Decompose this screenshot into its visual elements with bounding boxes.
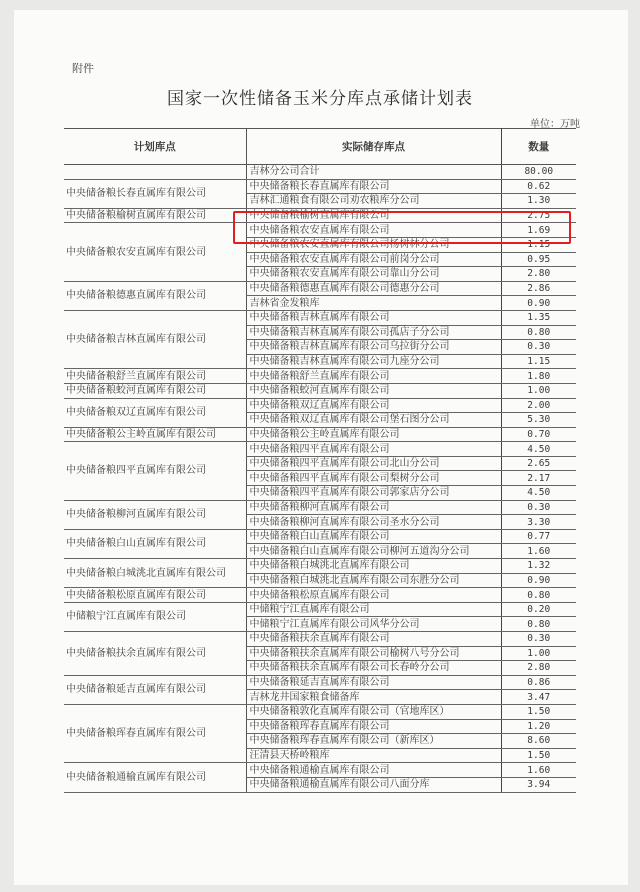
planned-site-cell: 中央储备粮舒兰直属库有限公司 <box>64 369 246 384</box>
actual-site-cell: 中央储备粮通榆直属库有限公司 <box>246 763 501 778</box>
quantity-cell: 1.15 <box>501 354 576 369</box>
total-label: 吉林分公司合计 <box>246 165 501 180</box>
actual-site-cell: 中央储备粮德惠直属库有限公司德惠分公司 <box>246 281 501 296</box>
quantity-cell: 1.50 <box>501 704 576 719</box>
actual-site-cell: 中央储备粮吉林直属库有限公司九座分公司 <box>246 354 501 369</box>
actual-site-cell: 中央储备粮农安直属库有限公司前岗分公司 <box>246 252 501 267</box>
table-row <box>64 369 576 384</box>
quantity-cell: 2.75 <box>501 208 576 223</box>
table-row <box>64 588 576 603</box>
actual-site-cell: 中央储备粮珲春直属库有限公司 <box>246 719 501 734</box>
planned-site-cell: 中储粮宁江直属库有限公司 <box>64 602 246 631</box>
planned-site-cell: 中央储备粮农安直属库有限公司 <box>64 223 246 281</box>
quantity-cell: 0.90 <box>501 296 576 311</box>
quantity-cell: 0.95 <box>501 252 576 267</box>
table-row <box>64 427 576 442</box>
quantity-cell: 2.80 <box>501 267 576 282</box>
actual-site-cell: 中央储备粮吉林直属库有限公司乌拉街分公司 <box>246 340 501 355</box>
quantity-cell: 1.60 <box>501 763 576 778</box>
quantity-cell: 3.47 <box>501 690 576 705</box>
actual-site-cell: 中央储备粮白山直属库有限公司柳河五道沟分公司 <box>246 544 501 559</box>
table-row <box>64 675 576 690</box>
table-row <box>64 208 576 223</box>
total-row <box>64 165 576 180</box>
header-planned: 计划库点 <box>64 129 246 165</box>
table-row <box>64 442 576 457</box>
planned-site-cell: 中央储备粮通榆直属库有限公司 <box>64 763 246 792</box>
quantity-cell: 1.69 <box>501 223 576 238</box>
actual-site-cell: 中央储备粮长春直属库有限公司 <box>246 179 501 194</box>
planned-site-cell: 中央储备粮珲春直属库有限公司 <box>64 704 246 762</box>
actual-site-cell: 中央储备粮白城洮北直属库有限公司 <box>246 559 501 574</box>
quantity-cell: 0.30 <box>501 632 576 647</box>
quantity-cell: 2.80 <box>501 661 576 676</box>
quantity-cell: 1.35 <box>501 310 576 325</box>
actual-site-cell: 中央储备粮四平直属库有限公司 <box>246 442 501 457</box>
quantity-cell: 2.17 <box>501 471 576 486</box>
quantity-cell: 3.30 <box>501 515 576 530</box>
quantity-cell: 2.65 <box>501 456 576 471</box>
quantity-cell: 4.50 <box>501 442 576 457</box>
actual-site-cell: 中央储备粮延吉直属库有限公司 <box>246 675 501 690</box>
actual-site-cell: 中央储备粮扶余直属库有限公司榆树八号分公司 <box>246 646 501 661</box>
actual-site-cell: 中央储备粮珲春直属库有限公司（新库区） <box>246 734 501 749</box>
actual-site-cell: 中央储备粮农安直属库有限公司 <box>246 223 501 238</box>
table-row <box>64 529 576 544</box>
planned-site-cell: 中央储备粮延吉直属库有限公司 <box>64 675 246 704</box>
planned-site-cell: 中央储备粮柳河直属库有限公司 <box>64 500 246 529</box>
quantity-cell: 0.80 <box>501 588 576 603</box>
quantity-cell: 0.62 <box>501 179 576 194</box>
actual-site-cell: 中央储备粮蛟河直属库有限公司 <box>246 383 501 398</box>
planned-site-cell: 中央储备粮长春直属库有限公司 <box>64 179 246 208</box>
quantity-cell: 1.50 <box>501 748 576 763</box>
actual-site-cell: 中央储备粮扶余直属库有限公司长春岭分公司 <box>246 661 501 676</box>
planned-site-cell: 中央储备粮松原直属库有限公司 <box>64 588 246 603</box>
table-row <box>64 310 576 325</box>
planned-site-cell: 中央储备粮白城洮北直属库有限公司 <box>64 559 246 588</box>
actual-site-cell: 中央储备粮松原直属库有限公司 <box>246 588 501 603</box>
planned-site-cell: 中央储备粮德惠直属库有限公司 <box>64 281 246 310</box>
actual-site-cell: 中央储备粮农安直属库有限公司杨树林分公司 <box>246 237 501 252</box>
actual-site-cell: 中央储备粮舒兰直属库有限公司 <box>246 369 501 384</box>
header-actual: 实际储存库点 <box>246 129 501 165</box>
quantity-cell: 0.86 <box>501 675 576 690</box>
table-row <box>64 500 576 515</box>
actual-site-cell: 中央储备粮双辽直属库有限公司堡石图分公司 <box>246 413 501 428</box>
header-quantity: 数量 <box>501 129 576 165</box>
actual-site-cell: 吉林龙井国家粮食储备库 <box>246 690 501 705</box>
storage-plan-table <box>64 128 576 793</box>
actual-site-cell: 中央储备粮吉林直属库有限公司 <box>246 310 501 325</box>
quantity-cell: 1.20 <box>501 719 576 734</box>
planned-site-cell: 中央储备粮双辽直属库有限公司 <box>64 398 246 427</box>
table-row <box>64 559 576 574</box>
planned-site-cell: 中央储备粮扶余直属库有限公司 <box>64 632 246 676</box>
actual-site-cell: 中央储备粮公主岭直属库有限公司 <box>246 427 501 442</box>
attachment-label: 附件 <box>72 62 94 75</box>
document-title: 国家一次性储备玉米分库点承储计划表 <box>167 89 473 109</box>
actual-site-cell: 中央储备粮四平直属库有限公司梨树分公司 <box>246 471 501 486</box>
table-row <box>64 281 576 296</box>
quantity-cell: 0.90 <box>501 573 576 588</box>
actual-site-cell: 中央储备粮榆树直属库有限公司 <box>246 208 501 223</box>
actual-site-cell: 汪清县天桥岭粮库 <box>246 748 501 763</box>
quantity-cell: 5.30 <box>501 413 576 428</box>
actual-site-cell: 中央储备粮敦化直属库有限公司（官地库区） <box>246 704 501 719</box>
actual-site-cell: 中央储备粮白山直属库有限公司 <box>246 529 501 544</box>
unit-label: 单位：万吨 <box>530 119 580 130</box>
quantity-cell: 1.15 <box>501 237 576 252</box>
actual-site-cell: 吉林省金发粮库 <box>246 296 501 311</box>
table-row <box>64 602 576 617</box>
quantity-cell: 1.32 <box>501 559 576 574</box>
quantity-cell: 0.20 <box>501 602 576 617</box>
table-row <box>64 223 576 238</box>
quantity-cell: 0.77 <box>501 529 576 544</box>
actual-site-cell: 吉林汇通粮食有限公司劝农粮库分公司 <box>246 194 501 209</box>
planned-site-cell: 中央储备粮蛟河直属库有限公司 <box>64 383 246 398</box>
actual-site-cell: 中央储备粮四平直属库有限公司郭家店分公司 <box>246 486 501 501</box>
table-header-row <box>64 129 576 165</box>
quantity-cell: 0.80 <box>501 617 576 632</box>
quantity-cell: 1.80 <box>501 369 576 384</box>
quantity-cell: 0.70 <box>501 427 576 442</box>
planned-site-cell: 中央储备粮公主岭直属库有限公司 <box>64 427 246 442</box>
actual-site-cell: 中央储备粮双辽直属库有限公司 <box>246 398 501 413</box>
total-planned-cell <box>64 165 246 180</box>
quantity-cell: 2.86 <box>501 281 576 296</box>
actual-site-cell: 中央储备粮柳河直属库有限公司圣水分公司 <box>246 515 501 530</box>
planned-site-cell: 中央储备粮白山直属库有限公司 <box>64 529 246 558</box>
planned-site-cell: 中央储备粮四平直属库有限公司 <box>64 442 246 500</box>
actual-site-cell: 中央储备粮白城洮北直属库有限公司东胜分公司 <box>246 573 501 588</box>
quantity-cell: 0.80 <box>501 325 576 340</box>
actual-site-cell: 中储粮宁江直属库有限公司风华分公司 <box>246 617 501 632</box>
table-row <box>64 632 576 647</box>
actual-site-cell: 中央储备粮扶余直属库有限公司 <box>246 632 501 647</box>
quantity-cell: 1.00 <box>501 646 576 661</box>
quantity-cell: 1.30 <box>501 194 576 209</box>
total-qty: 80.00 <box>501 165 576 180</box>
quantity-cell: 1.00 <box>501 383 576 398</box>
table-row <box>64 398 576 413</box>
actual-site-cell: 中央储备粮农安直属库有限公司靠山分公司 <box>246 267 501 282</box>
quantity-cell: 2.00 <box>501 398 576 413</box>
actual-site-cell: 中央储备粮柳河直属库有限公司 <box>246 500 501 515</box>
actual-site-cell: 中央储备粮四平直属库有限公司北山分公司 <box>246 456 501 471</box>
actual-site-cell: 中储粮宁江直属库有限公司 <box>246 602 501 617</box>
quantity-cell: 3.94 <box>501 777 576 792</box>
table-row <box>64 179 576 194</box>
actual-site-cell: 中央储备粮吉林直属库有限公司孤店子分公司 <box>246 325 501 340</box>
table-row <box>64 383 576 398</box>
quantity-cell: 1.60 <box>501 544 576 559</box>
table-row <box>64 763 576 778</box>
planned-site-cell: 中央储备粮榆树直属库有限公司 <box>64 208 246 223</box>
quantity-cell: 8.60 <box>501 734 576 749</box>
quantity-cell: 0.30 <box>501 500 576 515</box>
quantity-cell: 0.30 <box>501 340 576 355</box>
planned-site-cell: 中央储备粮吉林直属库有限公司 <box>64 310 246 368</box>
actual-site-cell: 中央储备粮通榆直属库有限公司八面分库 <box>246 777 501 792</box>
quantity-cell: 4.50 <box>501 486 576 501</box>
table-row <box>64 704 576 719</box>
